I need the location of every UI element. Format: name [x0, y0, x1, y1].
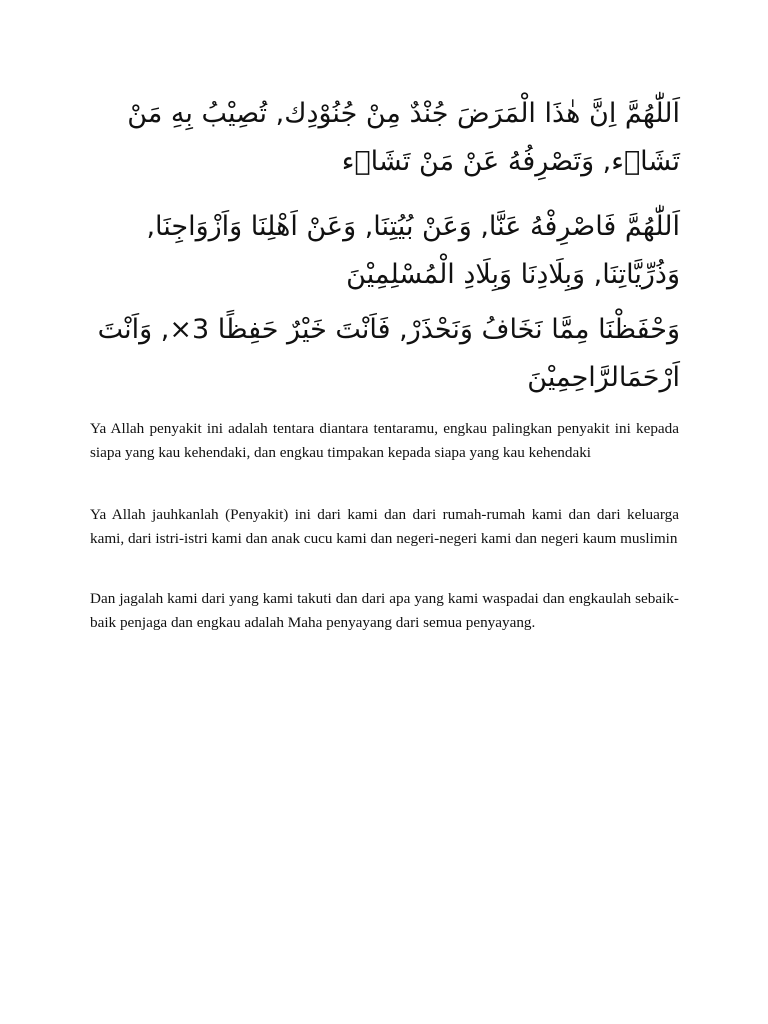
arabic-prayer-3-line-1: وَحْفَظْنَا مِمَّا نَخَافُ وَنَحْذَرْ, فَاَنْتَ خَيْرٌ حَفِظًا 3×, وَاَنْتَ: [97, 314, 680, 345]
arabic-prayer-3-line-2: اَرْحَمَالرَّاحِمِيْنَ: [527, 362, 680, 393]
arabic-prayer-2-line-1: اَللّٰهُمَّ فَاصْرِفْهُ عَنَّا, وَعَنْ بُيُتِنَا, وَعَنْ اَهْلِنَا وَاَزْوَاجِنَا,: [146, 211, 680, 242]
arabic-prayer-3: [90, 306, 680, 402]
translation-paragraph-3: Dan jagalah kami dari yang kami takuti dan dari apa yang kami waspadai dan engkaulah sebaik-baik penjaga dan engkau adalah Maha penyayang dari semua penyayang.: [90, 590, 679, 631]
arabic-prayer-1-line-2: تَشَاۤء, وَتَصْرِفُهُ عَنْ مَنْ تَشَاۤء: [341, 146, 680, 177]
arabic-prayer-1-line-1: اَللّٰهُمَّ اِنَّ هٰذَا الْمَرَضَ جُنْدٌ مِنْ جُنُوْدِك, تُصِيْبُ بِهِ مَنْ: [127, 98, 680, 129]
arabic-prayer-2: [90, 203, 680, 299]
translation-paragraph-1: Ya Allah penyakit ini adalah tentara diantara tentaramu, engkau palingkan penyakit ini kepada siapa yang kau kehendaki, dan engkau timpakan kepada siapa yang kau kehendaki: [90, 420, 679, 461]
translation-paragraph-2: Ya Allah jauhkanlah (Penyakit) ini dari kami dan dari rumah-rumah kami dan dari keluarga kami, dari istri-istri kami dan anak cucu kami dan negeri-negeri kami dan negeri kaum muslimin: [90, 506, 679, 547]
arabic-prayer-2-line-2: وَذُرِّيَّاتِنَا, وَبِلَادِنَا وَبِلَادِ الْمُسْلِمِيْنَ: [346, 259, 680, 290]
arabic-prayer-1: [90, 90, 680, 186]
